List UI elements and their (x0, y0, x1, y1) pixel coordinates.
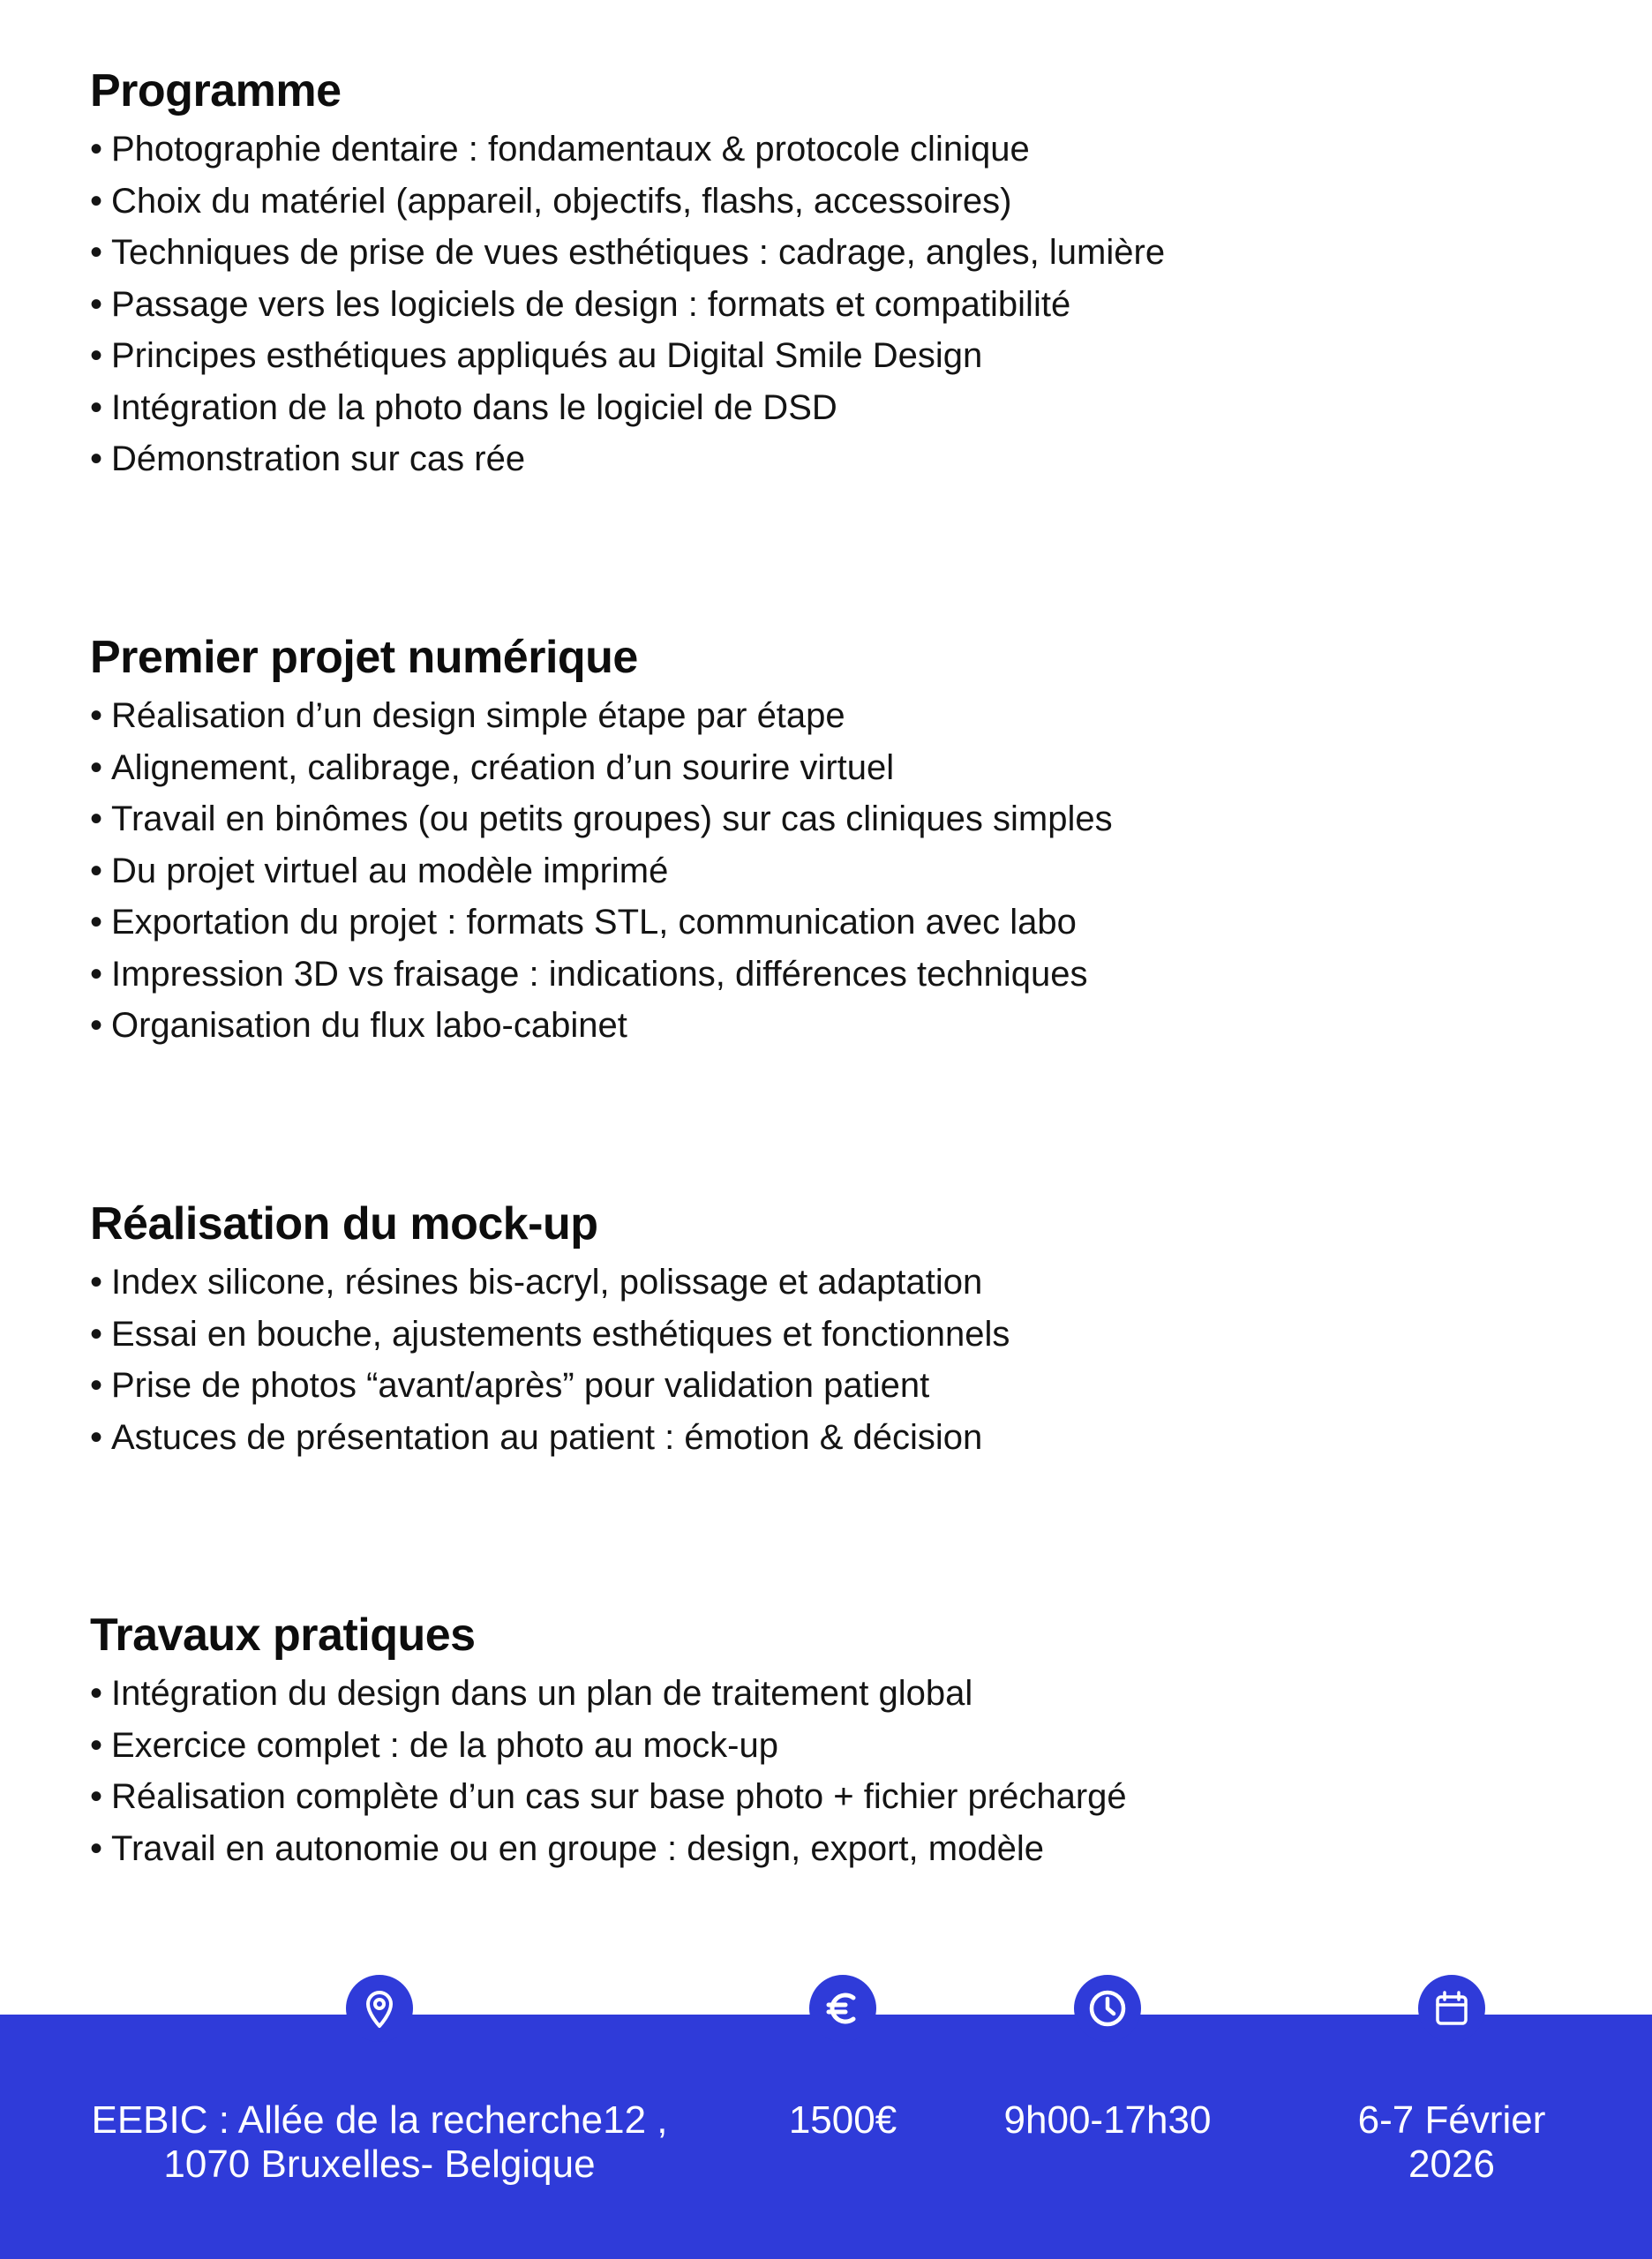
list-item: • Réalisation complète d’un cas sur base photo + fichier préchargé (90, 1777, 1127, 1816)
list-item: • Techniques de prise de vues esthétiques : cadrage, angles, lumière (90, 233, 1166, 272)
section-travaux-pratiques (90, 1606, 1590, 1874)
info-date (1315, 1975, 1588, 2187)
list-item: • Organisation du flux labo-cabinet (90, 1006, 627, 1045)
list-item: • Alignement, calibrage, création d’un sourire virtuel (90, 747, 895, 787)
address-text: EEBIC : Allée de la recherche12 , 1070 Bruxelles- Belgique (91, 2098, 668, 2186)
list-item: • Exportation du projet : formats STL, communication avec labo (90, 903, 1077, 942)
section-programme (90, 62, 1590, 485)
section-title: Programme (90, 65, 342, 116)
info-price (750, 1975, 935, 2143)
list-item: • Exercice complet : de la photo au mock-up (90, 1725, 778, 1765)
list-item: • Intégration de la photo dans le logiciel de DSD (90, 387, 837, 427)
list-item: • Du projet virtuel au modèle imprimé (90, 851, 669, 890)
location-pin-icon (346, 1975, 413, 2042)
section-title: Premier projet numérique (90, 632, 638, 683)
info-address (71, 1975, 688, 2187)
euro-icon (809, 1975, 876, 2042)
bullet-list (90, 1257, 1590, 1463)
list-item: • Impression 3D vs fraisage : indications, différences techniques (90, 954, 1088, 994)
list-item: • Démonstration sur cas rée (90, 439, 526, 478)
list-item: • Travail en binômes (ou petits groupes) sur cas cliniques simples (90, 799, 1113, 838)
section-title: Travaux pratiques (90, 1610, 476, 1661)
bullet-list (90, 1668, 1590, 1874)
list-item: • Prise de photos “avant/après” pour validation patient (90, 1366, 930, 1405)
list-item: • Index silicone, résines bis-acryl, polissage et adaptation (90, 1263, 983, 1302)
list-item: • Passage vers les logiciels de design : formats et compatibilité (90, 284, 1071, 324)
list-item: • Essai en bouche, ajustements esthétiques et fonctionnels (90, 1314, 1010, 1354)
list-item: • Choix du matériel (appareil, objectifs, flashs, accessoires) (90, 181, 1012, 221)
time-text: 9h00-17h30 (1003, 2098, 1212, 2142)
section-premier-projet (90, 628, 1590, 1052)
list-item: • Intégration du design dans un plan de traitement global (90, 1674, 973, 1713)
clock-icon (1074, 1975, 1141, 2042)
list-item: • Astuces de présentation au patient : émotion & décision (90, 1417, 983, 1457)
date-text: 6-7 Février 2026 (1357, 2098, 1546, 2186)
price-text: 1500€ (788, 2098, 897, 2142)
list-item: • Travail en autonomie ou en groupe : design, export, modèle (90, 1828, 1044, 1868)
list-item: • Réalisation d’un design simple étape par étape (90, 696, 845, 735)
list-item: • Photographie dentaire : fondamentaux & protocole clinique (90, 130, 1030, 169)
list-item: • Principes esthétiques appliqués au Digital Smile Design (90, 336, 983, 375)
section-mock-up (90, 1195, 1590, 1463)
calendar-icon (1418, 1975, 1485, 2042)
bullet-list (90, 124, 1590, 485)
info-time (971, 1975, 1244, 2143)
bullet-list (90, 690, 1590, 1052)
section-title: Réalisation du mock-up (90, 1198, 598, 1250)
